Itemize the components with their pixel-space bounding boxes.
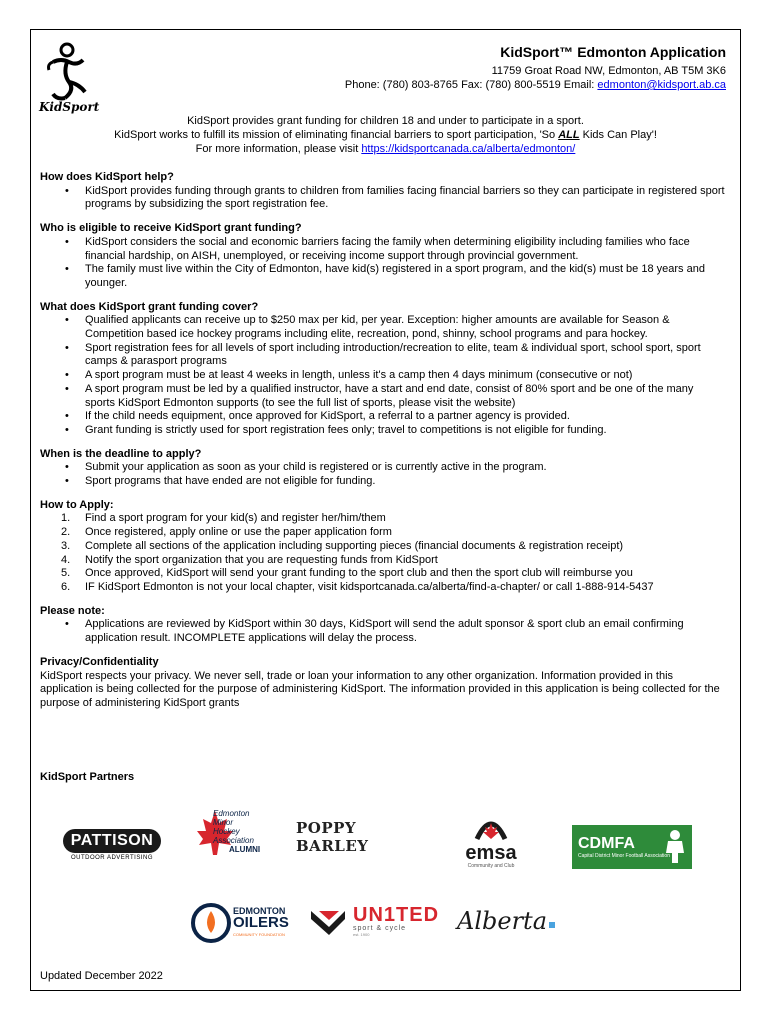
list-item: • A sport program must be led by a qualified instructor, have a start and end date, consist of 80% sport and be one of the many sports KidSport Edmonton supports (to see the full list of sports, please visit the website) — [85, 383, 726, 410]
section-heading: Privacy/Confidentiality — [40, 655, 159, 668]
section-heading: Who is eligible to receive KidSport grant funding? — [40, 222, 302, 235]
list-item — [61, 512, 726, 526]
intro-line-2-pre: KidSport works to fulfill its mission of eliminating financial barriers to sport participation, 'So — [114, 129, 559, 141]
bullet-list — [40, 461, 726, 488]
united-name: UN1TED — [353, 904, 440, 926]
body-content — [40, 171, 726, 721]
united-text — [353, 905, 439, 937]
section-eligible — [40, 222, 726, 291]
section-help — [40, 171, 726, 212]
section-heading: What does KidSport grant funding cover? — [40, 300, 259, 313]
emsa-ball-icon — [473, 813, 509, 843]
bullet-list — [40, 185, 726, 212]
list-item: • KidSport considers the social and economic barriers facing the family when determining eligibility including families who face financial hardship, on AISH, unemployed, or receiving income support through provincial government. — [85, 236, 726, 263]
website-link[interactable]: https://kidsportcanada.ca/alberta/edmonton/ — [361, 143, 576, 155]
list-item-text: Once registered, apply online or use the paper application form — [85, 526, 392, 539]
emha-l4: Association — [213, 836, 254, 845]
list-item: • KidSport provides funding through grants to children from families facing financial barriers so they can participate in registered sport programs by subsidizing the sport registration fee. — [85, 185, 726, 212]
list-item — [61, 580, 726, 595]
list-item: • If the child needs equipment, once approved for KidSport, a referral to a partner agency is provided. — [85, 410, 726, 424]
oilers-foundation-logo — [191, 899, 291, 949]
section-note — [40, 605, 726, 646]
intro-line-3 — [31, 142, 740, 156]
section-privacy — [40, 656, 726, 711]
list-item — [61, 567, 726, 581]
section-apply — [40, 499, 726, 595]
contact-line — [345, 78, 726, 92]
numbered-list — [40, 512, 726, 594]
header-block — [345, 44, 726, 92]
emha-l5: ALUMNI — [229, 845, 261, 854]
updated-date: Updated December 2022 — [40, 970, 163, 982]
privacy-text: KidSport respects your privacy. We never sell, trade or loan your information to any other organization. Information provided in this application is being collected for the purpose of administering KidSport. The information provided in this application is being collected for the purpose of administering KidSport grants — [40, 669, 720, 709]
emha-l3: Hockey — [213, 827, 240, 836]
emha-text — [213, 809, 260, 854]
section-heading: Please note: — [40, 604, 105, 617]
poppy-barley-text: POPPY BARLEY — [296, 819, 369, 855]
intro-line-3-pre: For more information, please visit — [195, 143, 362, 155]
document-page — [30, 29, 741, 991]
bullet-list — [40, 314, 726, 437]
list-item: • Qualified applicants can receive up to $250 max per kid, per year. Exception: higher amounts are available for Season & Competition based ice hockey programs including elite, recreation, pond, shinny, school programs and para hockey. — [85, 314, 726, 341]
partners-block — [31, 771, 740, 965]
list-item-text: Once approved, KidSport will send your grant funding to the sport club and then the sport club will reimburse you — [85, 567, 633, 580]
section-cover — [40, 301, 726, 438]
pattison-logo — [61, 825, 163, 865]
bullet-list — [40, 236, 726, 291]
emha-alumni-logo — [191, 805, 271, 871]
united-chevron-icon — [309, 907, 347, 937]
cdmfa-name: CDMFA — [578, 835, 635, 852]
oilers-l1: EDMONTON — [233, 906, 286, 916]
oilers-drop-icon — [191, 903, 231, 943]
cdmfa-sub: Capital District Minor Football Association — [578, 853, 670, 859]
oilers-l2: OILERS — [233, 914, 289, 931]
section-deadline — [40, 448, 726, 489]
emsa-name: emsa — [465, 842, 517, 864]
list-item: • The family must live within the City of Edmonton, have kid(s) registered in a sport program, and the kid(s) must be 18 years and younger. — [85, 263, 726, 290]
list-item: • Sport registration fees for all levels of sport including introduction/recreation to elite, team & individual sport, school sport, sport camps & parasport programs — [85, 342, 726, 369]
list-item-text: Complete all sections of the application including supporting pieces (financial documents & registration receipt) — [85, 539, 624, 552]
list-number: 1. — [61, 512, 71, 525]
emsa-sub: Community and Club — [467, 863, 515, 869]
intro-line-2-post: Kids Can Play'! — [579, 129, 657, 141]
list-item: • A sport program must be at least 4 weeks in length, unless it's a camp then 4 days minimum (consecutive or not) — [85, 369, 726, 383]
list-number: 3. — [61, 539, 71, 552]
list-item — [61, 539, 726, 554]
emsa-logo — [451, 809, 531, 873]
football-player-icon — [662, 829, 688, 865]
list-item-text: IF KidSport Edmonton is not your local chapter, visit kidsportcanada.ca/alberta/find-a-chapter/ or call 1-888-914-5437 — [85, 580, 654, 593]
list-number: 2. — [61, 526, 71, 539]
partners-heading: KidSport Partners — [40, 771, 135, 783]
united-sport-logo — [309, 903, 440, 943]
list-item — [61, 526, 726, 540]
list-number: 5. — [61, 567, 71, 580]
page-title: KidSport™ Edmonton Application — [500, 44, 726, 60]
oilers-l3: COMMUNITY FOUNDATION — [233, 932, 285, 937]
list-item: • Submit your application as soon as your child is registered or is currently active in the program. — [85, 461, 726, 475]
email-link[interactable]: edmonton@kidsport.ab.ca — [597, 79, 726, 91]
intro-block — [31, 114, 740, 156]
section-heading: When is the deadline to apply? — [40, 447, 202, 460]
kidsport-logo-text: KidSport — [39, 100, 100, 114]
alberta-square-icon — [549, 922, 555, 928]
pattison-name: PATTISON — [63, 829, 162, 853]
list-item: • Sport programs that have ended are not eligible for funding. — [85, 475, 726, 489]
cdmfa-logo — [572, 825, 692, 869]
intro-all: ALL — [558, 129, 580, 141]
bullet-list — [40, 618, 726, 645]
united-sub: sport & cycle — [353, 925, 407, 932]
phone-fax: Phone: (780) 803-8765 Fax: (780) 800-5519 Email: — [344, 79, 598, 91]
oilers-text — [233, 905, 289, 941]
list-number: 4. — [61, 553, 71, 566]
alberta-logo — [451, 903, 561, 939]
list-item-text: Find a sport program for your kid(s) and register her/him/them — [85, 512, 386, 525]
pattison-sub: OUTDOOR ADVERTISING — [70, 855, 154, 861]
section-heading: How does KidSport help? — [40, 171, 174, 183]
poppy-barley-logo — [296, 819, 416, 855]
alberta-text: Alberta — [457, 907, 547, 935]
section-heading: How to Apply: — [40, 498, 114, 511]
emha-l2: Minor — [213, 818, 234, 827]
list-item: • Applications are reviewed by KidSport within 30 days, KidSport will send the adult sponsor & sport club an email confirming application result. INCOMPLETE applications will delay the process. — [85, 618, 726, 645]
intro-line-1: KidSport provides grant funding for children 18 and under to participate in a sport. — [187, 115, 584, 127]
kidsport-logo — [39, 40, 100, 120]
address: 11759 Groat Road NW, Edmonton, AB T5M 3K6 — [491, 65, 726, 77]
list-item: • Grant funding is strictly used for sport registration fees only; travel to competitions is not eligible for funding. — [85, 424, 726, 438]
emha-l1: Edmonton — [213, 809, 250, 818]
list-item-text: Notify the sport organization that you are requesting funds from KidSport — [85, 553, 438, 566]
list-item — [61, 553, 726, 568]
list-number: 6. — [61, 580, 71, 593]
intro-line-2 — [31, 128, 740, 142]
united-est: est. 1900 — [353, 932, 370, 937]
